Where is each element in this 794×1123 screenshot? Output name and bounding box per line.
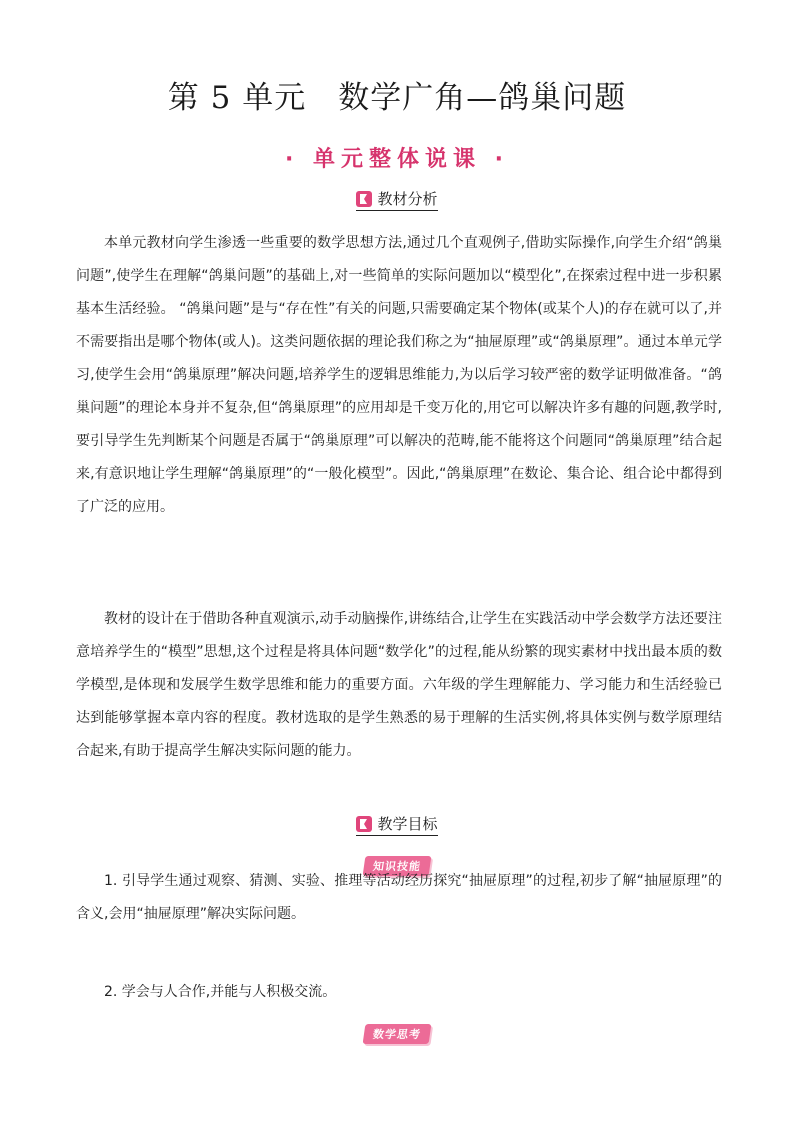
category-badge: 数学思考 [363,1024,432,1044]
paragraph: 本单元教材向学生渗透一些重要的数学思想方法,通过几个直观例子,借助实际操作,向学生介绍“鸽巢问题”,使学生在理解“鸽巢问题”的基础上,对一些简单的实际问题加以“模型化”,在探索过程中进一步积累基本生活经验。 “鸽巢问题”是与“存在性”有关的问题,只需要确定某个物体(或某个人)的存在就可以了,并不需要指出是哪个物体(或人)。这类问题依据的理论我们称之为“抽屉原理”或“鸽巢原理”。通过本单元学习,使学生会用“鸽巢原理”解决问题,培养学生的逻辑思维能力,为以后学习较严密的数学证明做准备。“鸽巢问题”的理论本身并不复杂,但“鸽巢原理”的应用却是千变万化的,用它可以解决许多有趣的问题,教学时,要引导学生先判断某个问题是否属于“鸽巢原理”可以解决的范畴,能不能将这个问题同“鸽巢原理”结合起来,有意识地让学生理解“鸽巢原理”的“一般化模型”。因此,“鸽巢原理”在数论、集合论、组合论中都得到了广泛的应用。 [76,235,722,515]
bookmark-icon [356,816,372,832]
category-badge: 知识技能 [363,856,432,876]
page-title: 第 5 单元 数学广角—鸽巢问题 [167,80,627,116]
page-subtitle: · 单元整体说课 · [284,147,510,172]
objective-item: 2. 学会与人合作,并能与人积极交流。 [104,984,337,1000]
section-heading-analysis [0,188,794,211]
paragraph: 教材的设计在于借助各种直观演示,动手动脑操作,讲练结合,让学生在实践活动中学会数学方法还要注意培养学生的“模型”思想,这个过程是将具体问题“数学化”的过程,能从纷繁的现实素材中找出最本质的数学模型,是体现和发展学生数学思维和能力的重要方面。六年级的学生理解能力、学习能力和生活经验已达到能够掌握本章内容的程度。教材选取的是学生熟悉的易于理解的生活实例,将具体实例与数学原理结合起来,有助于提高学生解决实际问题的能力。 [76,611,722,759]
objective-item: 1. 引导学生通过观察、猜测、实验、推理等活动经历探究“抽屉原理”的过程,初步了解“抽屉原理”的含义,会用“抽屉原理”解决实际问题。 [76,873,722,922]
section-label: 教学目标 [377,815,438,833]
bookmark-icon [356,191,372,207]
badge-math-thinking [0,1024,794,1044]
section-heading-objectives [0,813,794,836]
section-label: 教材分析 [377,190,438,208]
